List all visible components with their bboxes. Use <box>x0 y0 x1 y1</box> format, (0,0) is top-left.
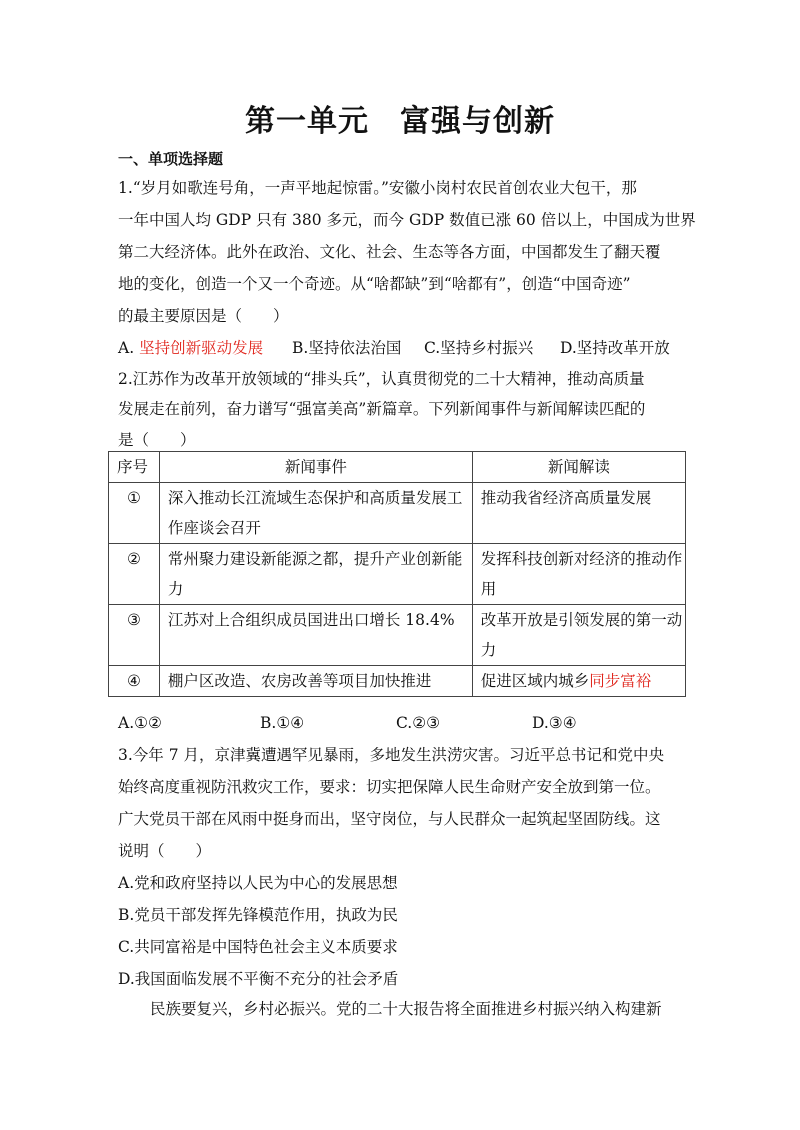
question-text-line: 的最主要原因是（ ） <box>118 307 289 325</box>
row-reading-highlight: 同步富裕 <box>589 672 652 690</box>
passage-text: 民族要复兴，乡村必振兴。党的二十大报告将全面推进乡村振兴纳入构建新 <box>150 1000 662 1018</box>
option-d: D.我国面临发展不平衡不充分的社会矛盾 <box>118 970 399 988</box>
header-reading: 新闻解读 <box>472 452 685 483</box>
row-event: 江苏对上合组织成员国进出口增长 18.4% <box>159 605 472 666</box>
row-reading: 改革开放是引领发展的第一动力 <box>472 605 685 666</box>
row-number: ② <box>109 544 160 605</box>
option-c: C.共同富裕是中国特色社会主义本质要求 <box>118 938 398 956</box>
question-text-line: 1.“岁月如歌连号角，一声平地起惊雷。”安徽小岗村农民首创农业大包干，那 <box>118 179 637 197</box>
option-b: B.坚持依法治国 <box>292 339 402 357</box>
option-a: A.①② <box>118 714 162 732</box>
news-table <box>108 451 686 697</box>
row-event: 棚户区改造、农房改善等项目加快推进 <box>159 666 472 697</box>
question-text-line: 始终高度重视防汛救灾工作，要求：切实把保障人民生命财产安全放到第一位。 <box>118 778 661 796</box>
option-a-prefix: A. <box>118 339 140 357</box>
table-header-row <box>109 452 686 483</box>
question-text-line: 广大党员干部在风雨中挺身而出，坚守岗位，与人民群众一起筑起坚固防线。这 <box>118 810 661 828</box>
row-number: ④ <box>109 666 160 697</box>
header-number: 序号 <box>109 452 160 483</box>
option-b: B.党员干部发挥先锋模范作用，执政为民 <box>118 906 398 924</box>
option-a <box>118 336 263 358</box>
question-text-line: 2.江苏作为改革开放领域的“排头兵”，认真贯彻党的二十大精神，推动高质量 <box>118 370 645 388</box>
option-c: C.②③ <box>396 714 441 732</box>
question-text-line: 发展走在前列，奋力谱写“强富美高”新篇章。下列新闻事件与新闻解读匹配的 <box>118 400 646 418</box>
section-heading: 一、单项选择题 <box>118 150 224 168</box>
option-b: B.①④ <box>260 714 305 732</box>
row-number: ③ <box>109 605 160 666</box>
row-number: ① <box>109 483 160 544</box>
table-row <box>109 483 686 544</box>
page-title: 第一单元 富强与创新 <box>245 104 555 139</box>
question-text-line: 地的变化，创造一个又一个奇迹。从“啥都缺”到“啥都有”，创造“中国奇迹” <box>118 275 631 293</box>
table-row <box>109 605 686 666</box>
question-text-line: 说明（ ） <box>118 842 212 860</box>
row-reading-text: 促进区域内城乡 <box>480 672 590 690</box>
row-reading: 推动我省经济高质量发展 <box>472 483 685 544</box>
option-c: C.坚持乡村振兴 <box>424 339 534 357</box>
row-event: 常州聚力建设新能源之都，提升产业创新能力 <box>159 544 472 605</box>
question-text-line: 一年中国人均 GDP 只有 380 多元，而今 GDP 数值已涨 60 倍以上，中国成为世界 <box>118 211 696 229</box>
header-event: 新闻事件 <box>159 452 472 483</box>
row-event: 深入推动长江流域生态保护和高质量发展工作座谈会召开 <box>159 483 472 544</box>
row-reading: 发挥科技创新对经济的推动作用 <box>472 544 685 605</box>
option-a-text: 坚持创新驱动发展 <box>139 339 264 357</box>
option-d: D.③④ <box>532 714 577 732</box>
option-d: D.坚持改革开放 <box>560 339 670 357</box>
question-text-line: 3.今年 7 月，京津冀遭遇罕见暴雨，多地发生洪涝灾害。习近平总书记和党中央 <box>118 746 665 764</box>
question-text-line: 第二大经济体。此外在政治、文化、社会、生态等各方面，中国都发生了翻天覆 <box>118 243 661 261</box>
table-row <box>109 666 686 697</box>
table-row <box>109 544 686 605</box>
row-reading <box>472 666 685 697</box>
question-text-line: 是（ ） <box>118 431 196 449</box>
option-a: A.党和政府坚持以人民为中心的发展思想 <box>118 874 398 892</box>
